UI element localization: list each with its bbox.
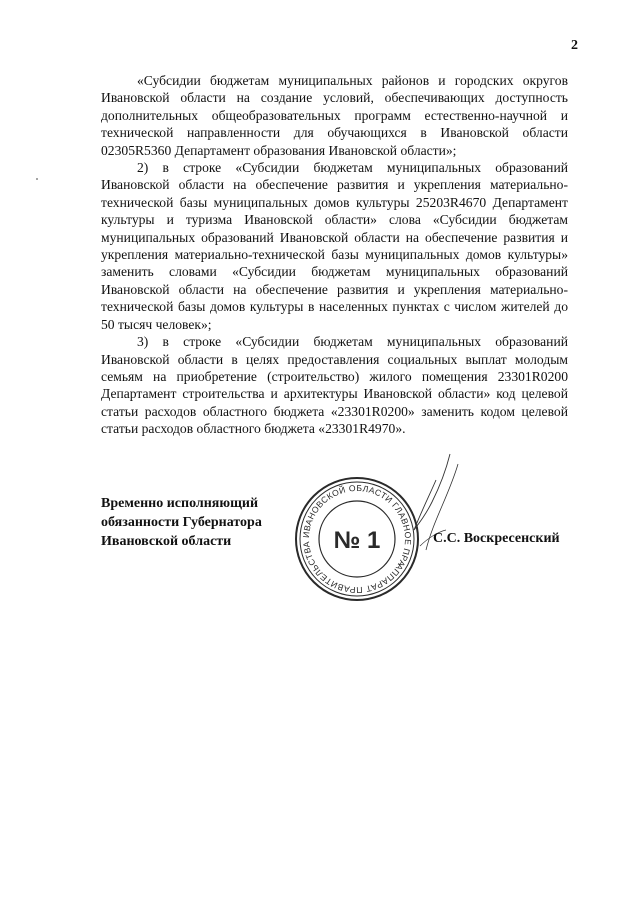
- position-line-2: обязанности Губернатора: [101, 515, 262, 530]
- paragraph-1: «Субсидии бюджетам муниципальных районов и городских округов Ивановской области на создание условий, обеспечивающих доступность дополнительных общеобразовательных программ естественно-научной и технической направленности для обучающихся в Ивановской области 02305R5360 Департамент образования Ивановской области»;: [101, 73, 568, 158]
- position-line-3: Ивановской области: [101, 534, 232, 549]
- scan-speck: [36, 178, 38, 180]
- paragraph-2: 2) в строке «Субсидии бюджетам муниципальных образований Ивановской области на обеспечение развития и укрепления материально-технической базы муниципальных домов культуры 25203R4670 Департамент культуры и туризма Ивановской области» слова «Субсидии бюджетам муниципальных образований Ивановской области на обеспечение развития и укрепления материально-технической базы муниципальных домов культуры» заменить словами «Субсидии бюджетам муниципальных образований Ивановской области на обеспечение развития и укрепления материально-технической базы домов культуры в населенных пунктах с числом жителей до 50 тысяч человек»;: [101, 160, 568, 332]
- body-text: [101, 72, 568, 438]
- paragraph-3: 3) в строке «Субсидии бюджетам муниципальных образований Ивановской области в целях предоставления социальных выплат молодым семьям на приобретение (строительство) жилого помещения 23301R0200 Департамент строительства и архитектуры Ивановской области» код целевой статьи расходов областного бюджета «23301R0200» заменить кодом целевой статьи расходов областного бюджета «23301R4970».: [101, 334, 568, 437]
- signatory-position: [101, 494, 262, 551]
- position-line-1: Временно исполняющий: [101, 496, 259, 511]
- page-number: 2: [571, 38, 578, 53]
- stamp-center-text: № 1: [333, 527, 381, 554]
- signer-name: С.С. Воскресенский: [433, 531, 560, 546]
- handwritten-signature: [360, 450, 480, 580]
- stamp-ring-text: АППАРАТ ПРАВИТЕЛЬСТВА ИВАНОВСКОЙ ОБЛАСТИ ГЛАВНОЕ ПРАВОВОЕ: [300, 482, 414, 596]
